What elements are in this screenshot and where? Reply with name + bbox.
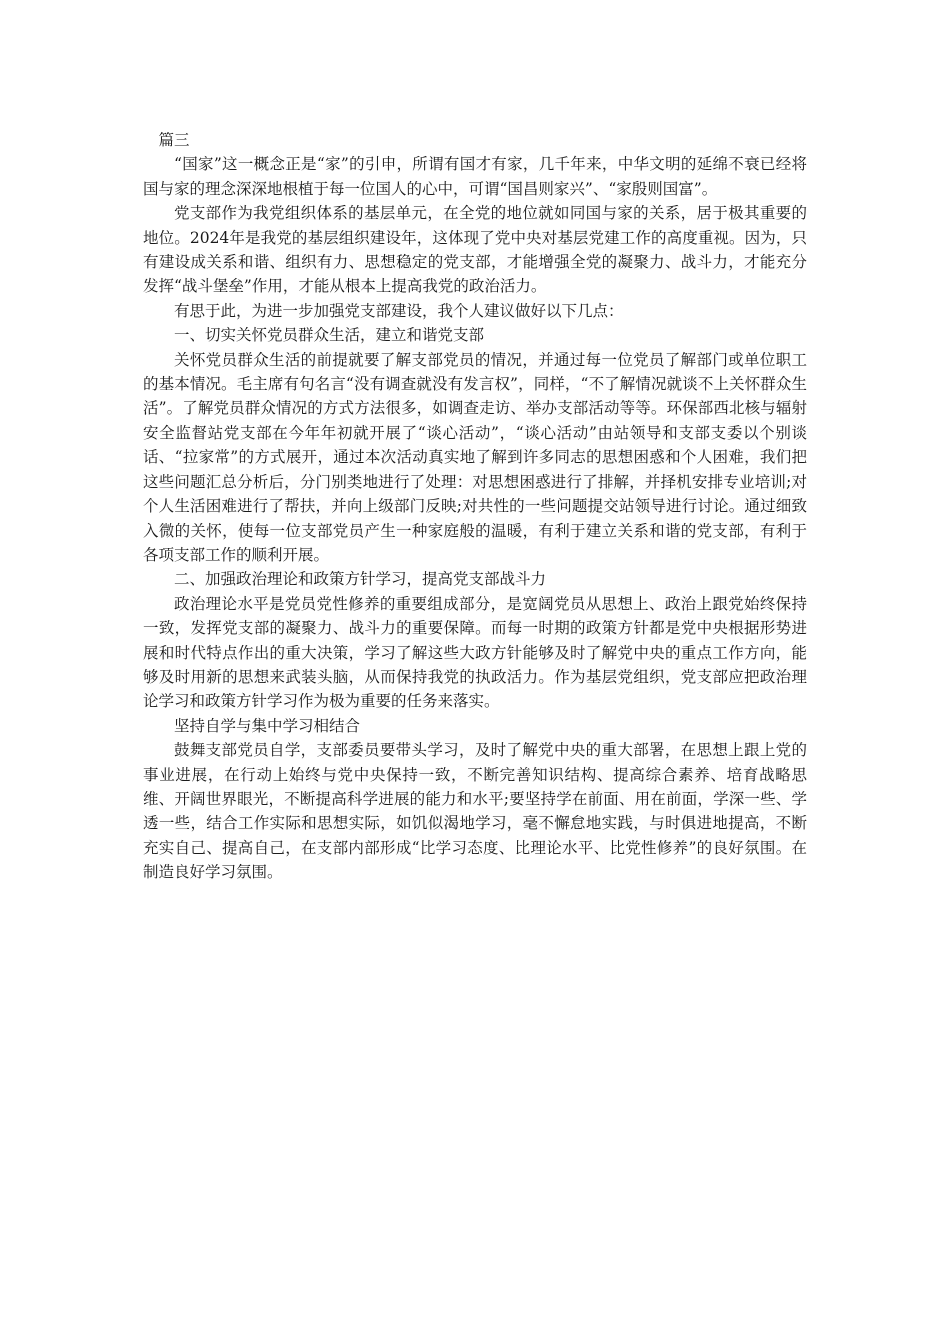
section-3-body: 鼓舞支部党员自学，支部委员要带头学习，及时了解党中央的重大部署，在思想上跟上党的事业进展，在行动上始终与党中央保持一致，不断完善知识结构、提高综合素养、培育战略思维、开阔世界眼光，不断提高科学进展的能力和水平;要坚持学在前面、用在前面，学深一些、学透一些，结合工作实际和思想实际，如饥似渴地学习，毫不懈怠地实践，与时俱进地提高，不断充实自己、提高自己，在支部内部形成“比学习态度、比理论水平、比党性修养”的良好氛围。在制造良好学习氛围。 [143,741,807,882]
paragraph-2: 党支部作为我党组织体系的基层单元，在全党的地位就如同国与家的关系，居于极其重要的地位。2024年是我党的基层组织建设年，这体现了党中央对基层党建工作的高度重视。因为，只有建设成关系和谐、组织有力、思想稳定的党支部，才能增强全党的凝聚力、战斗力，才能充分发挥“战斗堡垒”作用，才能从根本上提高我党的政治活力。 [143,204,807,296]
section-1-heading: 一、切实关怀党员群众生活，建立和谐党支部 [174,326,485,345]
section-2-heading: 二、加强政治理论和政策方针学习，提高党支部战斗力 [174,570,547,589]
section-2-body: 政治理论水平是党员党性修养的重要组成部分，是宽阔党员从思想上、政治上跟党始终保持一致，发挥党支部的凝聚力、战斗力的重要保障。而每一时期的政策方针都是党中央根据形势进展和时代特点作出的重大决策，学习了解这些大政方针能够及时了解党中央的重点工作方向，能够及时用新的思想来武装头脑，从而保持我党的执政活力。作为基层党组织，党支部应把政治理论学习和政策方针学习作为极为重要的任务来落实。 [143,594,807,711]
paragraph-1: “国家”这一概念正是“家”的引申，所谓有国才有家，几千年来，中华文明的延绵不衰已经将国与家的理念深深地根植于每一位国人的心中，可谓“国昌则家兴”、“家殷则国富”。 [143,155,807,198]
paragraph-3: 有思于此，为进一步加强党支部建设，我个人建议做好以下几点： [174,301,624,320]
section-1-body: 关怀党员群众生活的前提就要了解支部党员的情况，并通过每一位党员了解部门或单位职工的基本情况。毛主席有句名言“没有调查就没有发言权”，同样，“不了解情况就谈不上关怀群众生活”。了解党员群众情况的方式方法很多，如调查走访、举办支部活动等等。环保部西北核与辐射安全监督站党支部在今年年初就开展了“谈心活动”，“谈心活动”由站领导和支部支委以个别谈话、“拉家常”的方式展开，通过本次活动真实地了解到许多同志的思想困惑和个人困难，我们把这些问题汇总分析后，分门别类地进行了处理：对思想困惑进行了排解，并择机安排专业培训;对个人生活困难进行了帮扶，并向上级部门反映;对共性的一些问题提交站领导进行讨论。通过细致入微的关怀，使每一位支部党员产生一种家庭般的温暖，有利于建立关系和谐的党支部，有利于各项支部工作的顺利开展。 [143,350,807,564]
document-title: 篇三 [158,131,190,149]
document-page [143,128,807,885]
section-3-heading: 坚持自学与集中学习相结合 [174,716,361,735]
